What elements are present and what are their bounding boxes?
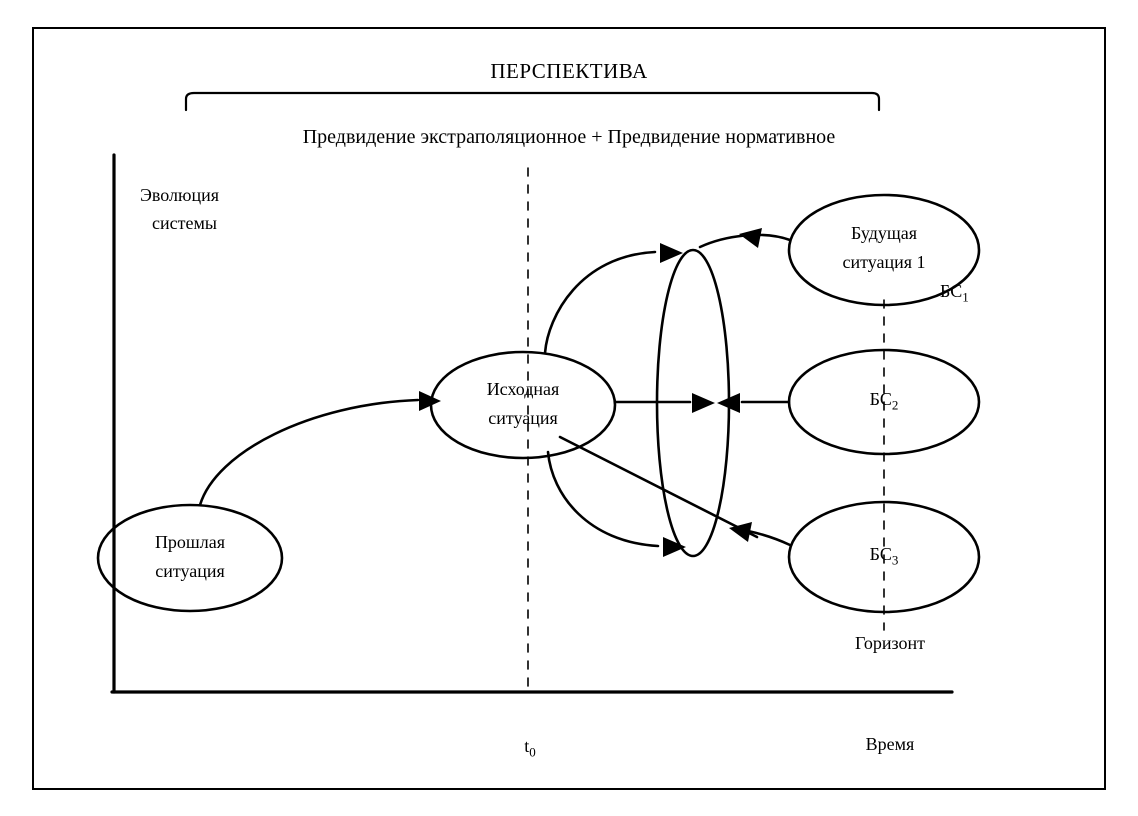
node-future1-label-line1: Будущая [850, 223, 918, 243]
node-future3-text: БС [869, 544, 892, 564]
t0-tick-label [470, 735, 590, 761]
horizon-label: Горизонт [855, 633, 925, 653]
node-initial-label-line1: Исходная [486, 379, 560, 399]
figure-title: ПЕРСПЕКТИВА [490, 59, 648, 83]
t0-tick-subscript: 0 [529, 744, 536, 760]
y-axis-label-line1: Эволюция [140, 185, 219, 205]
y-axis-label-line2: системы [152, 213, 217, 233]
bs1-side-text: БС [940, 281, 963, 301]
figure-subtitle: Предвидение экстраполяционное + Предвидение нормативное [302, 126, 836, 148]
node-future3-subscript: 3 [891, 552, 899, 568]
node-future3-label [792, 543, 976, 569]
bs1-side-annotation [940, 280, 1060, 306]
node-past-label-line2: ситуация [155, 561, 225, 581]
x-axis-label: Время [865, 734, 915, 754]
bs1-side-subscript: 1 [962, 289, 969, 305]
node-future2-text: БС [869, 389, 892, 409]
node-future1-label-line2: ситуация 1 [842, 252, 926, 272]
node-future2-label [792, 388, 976, 414]
node-past-label-line1: Прошлая [154, 532, 226, 552]
node-future2-subscript: 2 [891, 397, 899, 413]
node-initial-label-line2: ситуация [488, 408, 558, 428]
t0-tick-text: t [524, 736, 530, 756]
